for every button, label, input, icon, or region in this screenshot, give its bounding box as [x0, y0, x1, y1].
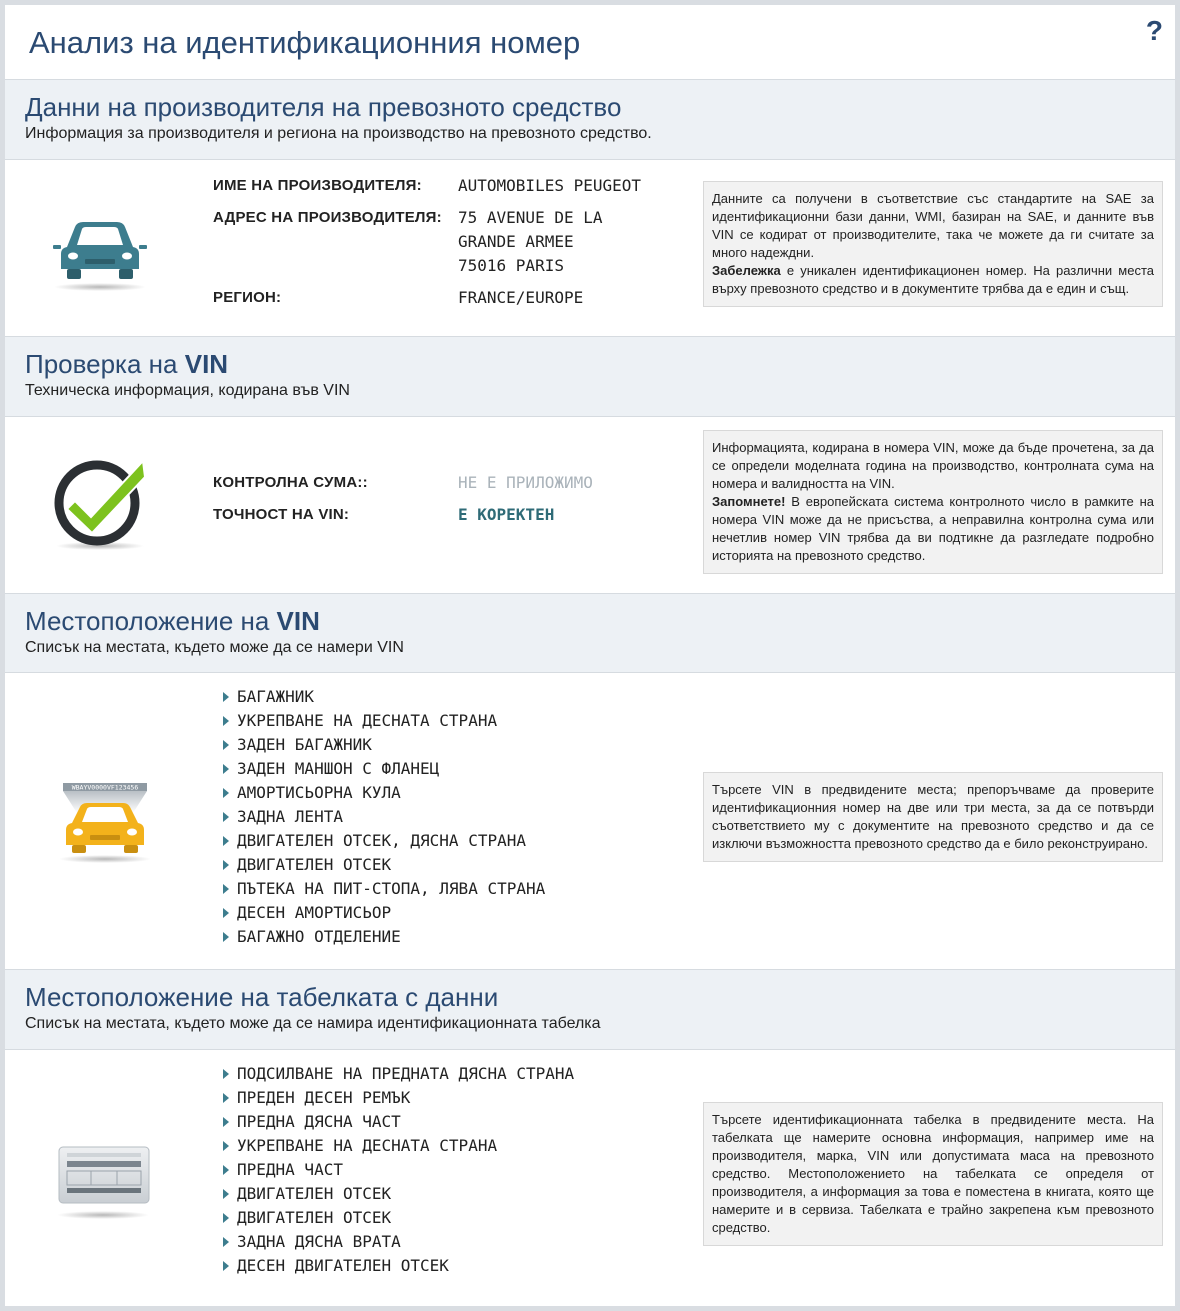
vin-check-title-bold: VIN [184, 349, 229, 379]
plate-location-section-subtitle: Списък на местата, където може да се намира идентификационната табелка [25, 1015, 601, 1032]
plate-location-item [223, 1158, 574, 1182]
vin-location-item [223, 901, 545, 925]
vin-location-item [223, 925, 545, 949]
bullet-arrow-icon [223, 692, 229, 702]
vin-location-title-bold: VIN [276, 606, 320, 636]
bullet-arrow-icon [223, 764, 229, 774]
help-icon[interactable]: ? [1145, 15, 1163, 46]
plate-location-item-label: ДЕСЕН ДВИГАТЕЛЕН ОТСЕК [237, 1256, 449, 1275]
vin-location-item-label: ЗАДНА ЛЕНТА [237, 807, 343, 826]
vin-location-item [223, 805, 545, 829]
bullet-arrow-icon [223, 1141, 229, 1151]
vin-accuracy-label: ТОЧНОСТ НА VIN: [213, 506, 350, 523]
bullet-arrow-icon [223, 908, 229, 918]
vin-location-item-label: АМОРТИСЬОРНА КУЛА [237, 783, 401, 802]
vin-car-icon [45, 773, 155, 883]
manufacturer-section-title: Данни на производителя на превозното средство [25, 92, 622, 122]
vin-location-item-label: УКРЕПВАНЕ НА ДЕСНАТА СТРАНА [237, 711, 498, 730]
region-label: РЕГИОН: [213, 289, 282, 306]
vin-check-section-subtitle: Техническа информация, кодирана във VIN [25, 382, 350, 399]
vin-location-list [223, 685, 545, 949]
data-plate-icon [45, 1135, 155, 1245]
vin-location-section-subtitle: Списък на местата, където може да се намери VIN [25, 639, 404, 656]
car-icon [45, 195, 155, 305]
checksum-value: НЕ Е ПРИЛОЖИМО [458, 473, 593, 492]
manufacturer-section-subtitle: Информация за производителя и региона на производство на превозното средство. [25, 125, 652, 142]
manufacturer-address-line-2: GRANDE ARMEE [458, 232, 574, 251]
checksum-label: КОНТРОЛНА СУМА:: [213, 474, 368, 491]
bullet-arrow-icon [223, 812, 229, 822]
vin-location-item [223, 853, 545, 877]
vin-location-item-label: ПЪТЕКА НА ПИТ-СТОПА, ЛЯВА СТРАНА [237, 879, 546, 898]
manufacturer-address-line-1: 75 AVENUE DE LA [458, 208, 603, 227]
manufacturer-address-line-3: 75016 PARIS [458, 256, 564, 275]
plate-location-note: Търсете идентификационната табелка в предвидените места. На табелката ще намерите основна информация, например име на производителя, марка, VIN или допустимата маса на превозното средство. Местоположението на табелката се определя от производителя, а информация за това е поместена в книгата, която ще намерите и в сервиза. Табелката е трайно закрепена към превозното средство. [703, 1102, 1163, 1246]
manufacturer-name-label: ИМЕ НА ПРОИЗВОДИТЕЛЯ: [213, 177, 422, 194]
vin-location-item-label: ДЕСЕН АМОРТИСЬОР [237, 903, 392, 922]
plate-location-item-label: ЗАДНА ДЯСНА ВРАТА [237, 1232, 401, 1251]
vin-check-note-text: Информацията, кодирана в номера VIN, може да бъде прочетена, за да се определи моделната година на производство, контролната сума на номера и валидността на VIN. [712, 440, 1154, 491]
bullet-arrow-icon [223, 1261, 229, 1271]
plate-location-item [223, 1206, 574, 1230]
vin-location-item-label: ЗАДЕН МАНШОН С ФЛАНЕЦ [237, 759, 440, 778]
plate-location-item [223, 1110, 574, 1134]
plate-location-list [223, 1062, 574, 1278]
vin-location-title-text: Местоположение на [25, 606, 277, 636]
vin-analysis-panel [5, 5, 1175, 1306]
vin-location-item [223, 709, 545, 733]
region-value: FRANCE/EUROPE [458, 288, 584, 307]
vin-location-item [223, 685, 545, 709]
vin-check-note [703, 430, 1163, 574]
vin-check-title-text: Проверка на [25, 349, 185, 379]
bullet-arrow-icon [223, 884, 229, 894]
vin-location-item [223, 757, 545, 781]
plate-location-item-label: ДВИГАТЕЛЕН ОТСЕК [237, 1184, 392, 1203]
bullet-arrow-icon [223, 716, 229, 726]
bullet-arrow-icon [223, 1189, 229, 1199]
vin-location-item-label: ЗАДЕН БАГАЖНИК [237, 735, 372, 754]
page-title: Анализ на идентификационния номер [29, 25, 581, 60]
bullet-arrow-icon [223, 1237, 229, 1247]
plate-location-item [223, 1086, 574, 1110]
bullet-arrow-icon [223, 860, 229, 870]
vin-check-section-title [25, 349, 1175, 379]
bullet-arrow-icon [223, 740, 229, 750]
vin-location-item [223, 781, 545, 805]
plate-location-item-label: ДВИГАТЕЛЕН ОТСЕК [237, 1208, 392, 1227]
plate-location-item-label: ПРЕДНА ЧАСТ [237, 1160, 343, 1179]
bullet-arrow-icon [223, 836, 229, 846]
plate-location-item-label: ПРЕДНА ДЯСНА ЧАСТ [237, 1112, 401, 1131]
bullet-arrow-icon [223, 1093, 229, 1103]
manufacturer-name-value: AUTOMOBILES PEUGEOT [458, 176, 642, 195]
manufacturer-address-label: АДРЕС НА ПРОИЗВОДИТЕЛЯ: [213, 209, 442, 226]
checkmark-icon [45, 451, 155, 561]
vin-location-section-header [5, 593, 1175, 673]
plate-location-item [223, 1254, 574, 1278]
plate-location-item-label: УКРЕПВАНЕ НА ДЕСНАТА СТРАНА [237, 1136, 498, 1155]
plate-location-item [223, 1230, 574, 1254]
vin-location-item [223, 829, 545, 853]
plate-location-item-label: ПРЕДЕН ДЕСЕН РЕМЪК [237, 1088, 411, 1107]
vin-check-note-bold: Запомнете! [712, 494, 786, 509]
bullet-arrow-icon [223, 932, 229, 942]
vin-location-item [223, 733, 545, 757]
manufacturer-note-rest: е уникален идентификационен номер. На различни места върху превозното средство и в документите трябва да е един и същ. [712, 263, 1154, 296]
vin-location-item-label: ДВИГАТЕЛЕН ОТСЕК, ДЯСНА СТРАНА [237, 831, 526, 850]
plate-location-section-title: Местоположение на табелката с данни [25, 982, 499, 1012]
plate-location-item-label: ПОДСИЛВАНЕ НА ПРЕДНАТА ДЯСНА СТРАНА [237, 1064, 575, 1083]
plate-location-item [223, 1134, 574, 1158]
vin-location-section-title [25, 606, 1175, 636]
vin-location-item [223, 877, 545, 901]
vin-location-item-label: БАГАЖНО ОТДЕЛЕНИЕ [237, 927, 401, 946]
plate-location-item [223, 1182, 574, 1206]
manufacturer-section-header [5, 79, 1175, 160]
plate-location-section-header [5, 969, 1175, 1050]
vin-location-item-label: БАГАЖНИК [237, 687, 315, 706]
manufacturer-note-bold: Забележка [712, 263, 781, 278]
bullet-arrow-icon [223, 1069, 229, 1079]
vin-check-note-rest: В европейската система контролното число в рамките на номера VIN може да не присъства, а неправилна контролна сума или нечетлив номер VIN трябва да ви подтикне да разгледате подробно историята на превозното средство. [712, 494, 1154, 563]
bullet-arrow-icon [223, 788, 229, 798]
vin-plate-text: WBAYV0000VF123456 [71, 783, 139, 792]
vin-location-item-label: ДВИГАТЕЛЕН ОТСЕК [237, 855, 392, 874]
manufacturer-note [703, 181, 1163, 307]
bullet-arrow-icon [223, 1165, 229, 1175]
bullet-arrow-icon [223, 1117, 229, 1127]
bullet-arrow-icon [223, 1213, 229, 1223]
vin-location-note: Търсете VIN в предвидените места; препоръчваме да проверите идентификационния номер на две или три места, за да се потвърди съответствието му с документите на превозното средство и да се изключи възможността превозното средство да е било реконструирано. [703, 772, 1163, 862]
vin-check-section-header [5, 336, 1175, 417]
plate-location-item [223, 1062, 574, 1086]
vin-accuracy-value: Е КОРЕКТЕН [458, 505, 555, 524]
manufacturer-note-text: Данните са получени в съответствие със стандартите на SAE за идентификационни бази данни, WMI, базиран на SAE, и данните във VIN се кодират от производителите, така че можете да ги считате за много надеждни. [712, 191, 1154, 260]
